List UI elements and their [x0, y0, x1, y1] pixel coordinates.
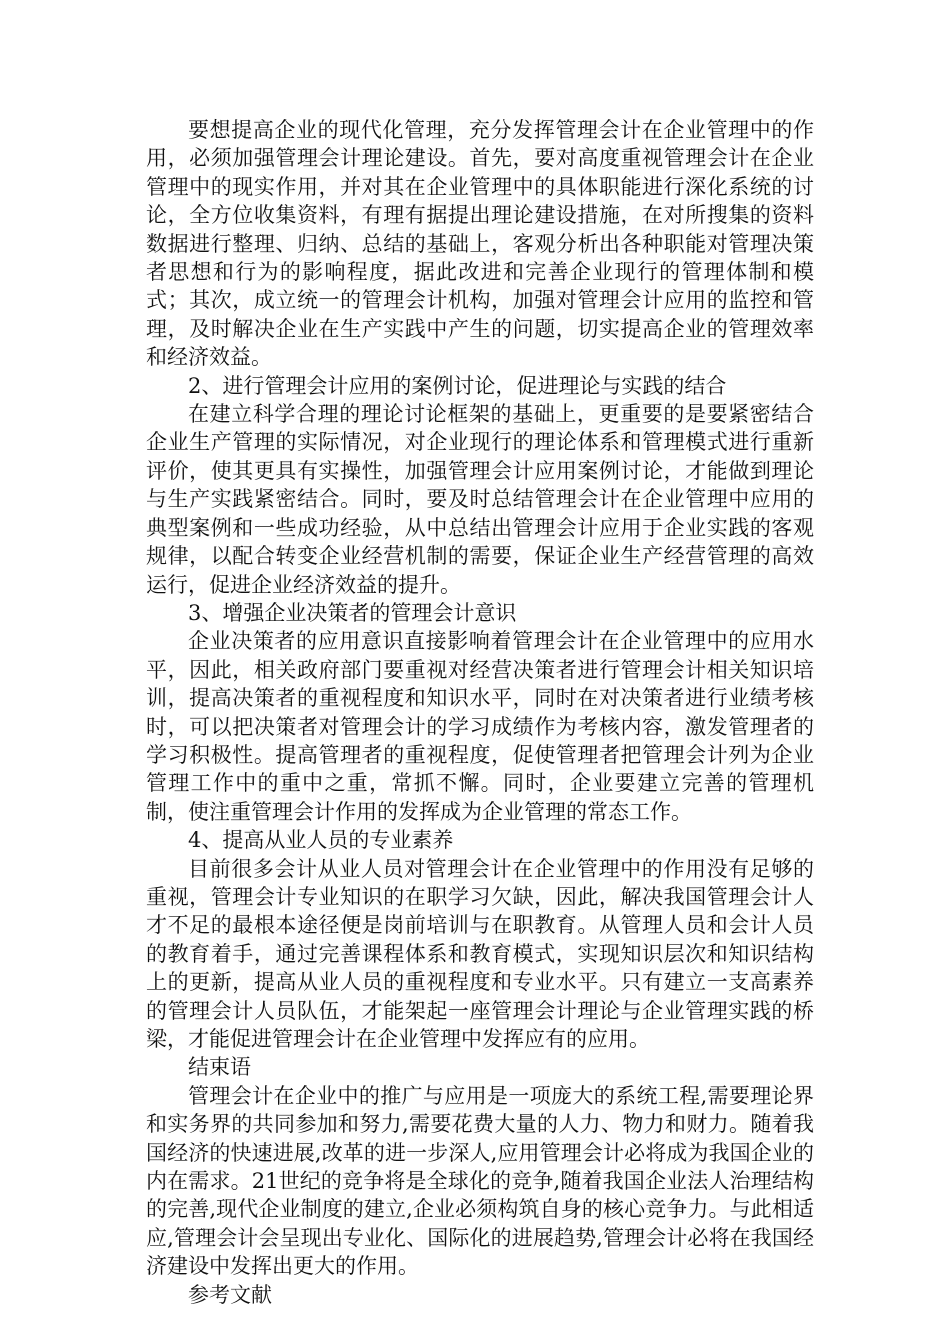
paragraph-theory-construction: 要想提高企业的现代化管理，充分发挥管理会计在企业管理中的作用，必须加强管理会计理论建设。首先，要对高度重视管理会计在企业管理中的现实作用，并对其在企业管理中的具体职能进行深化系统的讨论，全方位收集资料，有理有据提出理论建设措施，在对所搜集的资料数据进行整理、归纳、总结的基础上，客观分析出各种职能对管理决策者思想和行为的影响程度，据此改进和完善企业现行的管理体制和模式；其次，成立统一的管理会计机构，加强对管理会计应用的监控和管理，及时解决企业在生产实践中产生的问题，切实提高企业的管理效率和经济效益。 [146, 118, 814, 370]
conclusion-heading: 结束语 [188, 1055, 251, 1080]
section-heading-3: 3、增强企业决策者的管理会计意识 [188, 600, 517, 625]
section-heading-4: 4、提高从业人员的专业素养 [188, 828, 454, 853]
document-body [146, 116, 814, 1309]
paragraph-conclusion: 管理会计在企业中的推广与应用是一项庞大的系统工程,需要理论界和实务界的共同参加和努力,需要花费大量的人力、物力和财力。随着我国经济的快速进展,改革的进一步深人,应用管理会计必将成为我国企业的内在需求。21世纪的竞争将是全球化的竞争,随着我国企业法人治理结构的完善,现代企业制度的建立,企业必须构筑自身的核心竞争力。与此相适应,管理会计会呈现出专业化、国际化的进展趋势,管理会计必将在我国经济建设中发挥出更大的作用。 [146, 1083, 814, 1279]
references-heading: 参考文献 [188, 1282, 272, 1307]
paragraph-case-discussion: 在建立科学合理的理论讨论框架的基础上，更重要的是要紧密结合企业生产管理的实际情况，对企业现行的理论体系和管理模式进行重新评价，使其更具有实操性，加强管理会计应用案例讨论，才能做到理论与生产实践紧密结合。同时，要及时总结管理会计在企业管理中应用的典型案例和一些成功经验，从中总结出管理会计应用于企业实践的客观规律，以配合转变企业经营机制的需要，保证企业生产经营管理的高效运行，促进企业经济效益的提升。 [146, 402, 814, 597]
paragraph-decision-maker-awareness: 企业决策者的应用意识直接影响着管理会计在企业管理中的应用水平，因此，相关政府部门要重视对经营决策者进行管理会计相关知识培训，提高决策者的重视程度和知识水平，同时在对决策者进行业绩考核时，可以把决策者对管理会计的学习成绩作为考核内容，激发管理者的学习积极性。提高管理者的重视程度，促使管理者把管理会计列为企业管理工作中的重中之重，常抓不懈。同时，企业要建立完善的管理机制，使注重管理会计作用的发挥成为企业管理的常态工作。 [146, 629, 814, 824]
section-heading-2: 2、进行管理会计应用的案例讨论，促进理论与实践的结合 [188, 373, 727, 398]
paragraph-professional-quality: 目前很多会计从业人员对管理会计在企业管理中的作用没有足够的重视，管理会计专业知识的在职学习欠缺，因此，解决我国管理会计人才不足的最根本途径便是岗前培训与在职教育。从管理人员和会计人员的教育着手，通过完善课程体系和教育模式，实现知识层次和知识结构上的更新，提高从业人员的重视程度和专业水平。只有建立一支高素养的管理会计人员队伍，才能架起一座管理会计理论与企业管理实践的桥梁，才能促进管理会计在企业管理中发挥应有的应用。 [146, 856, 814, 1051]
